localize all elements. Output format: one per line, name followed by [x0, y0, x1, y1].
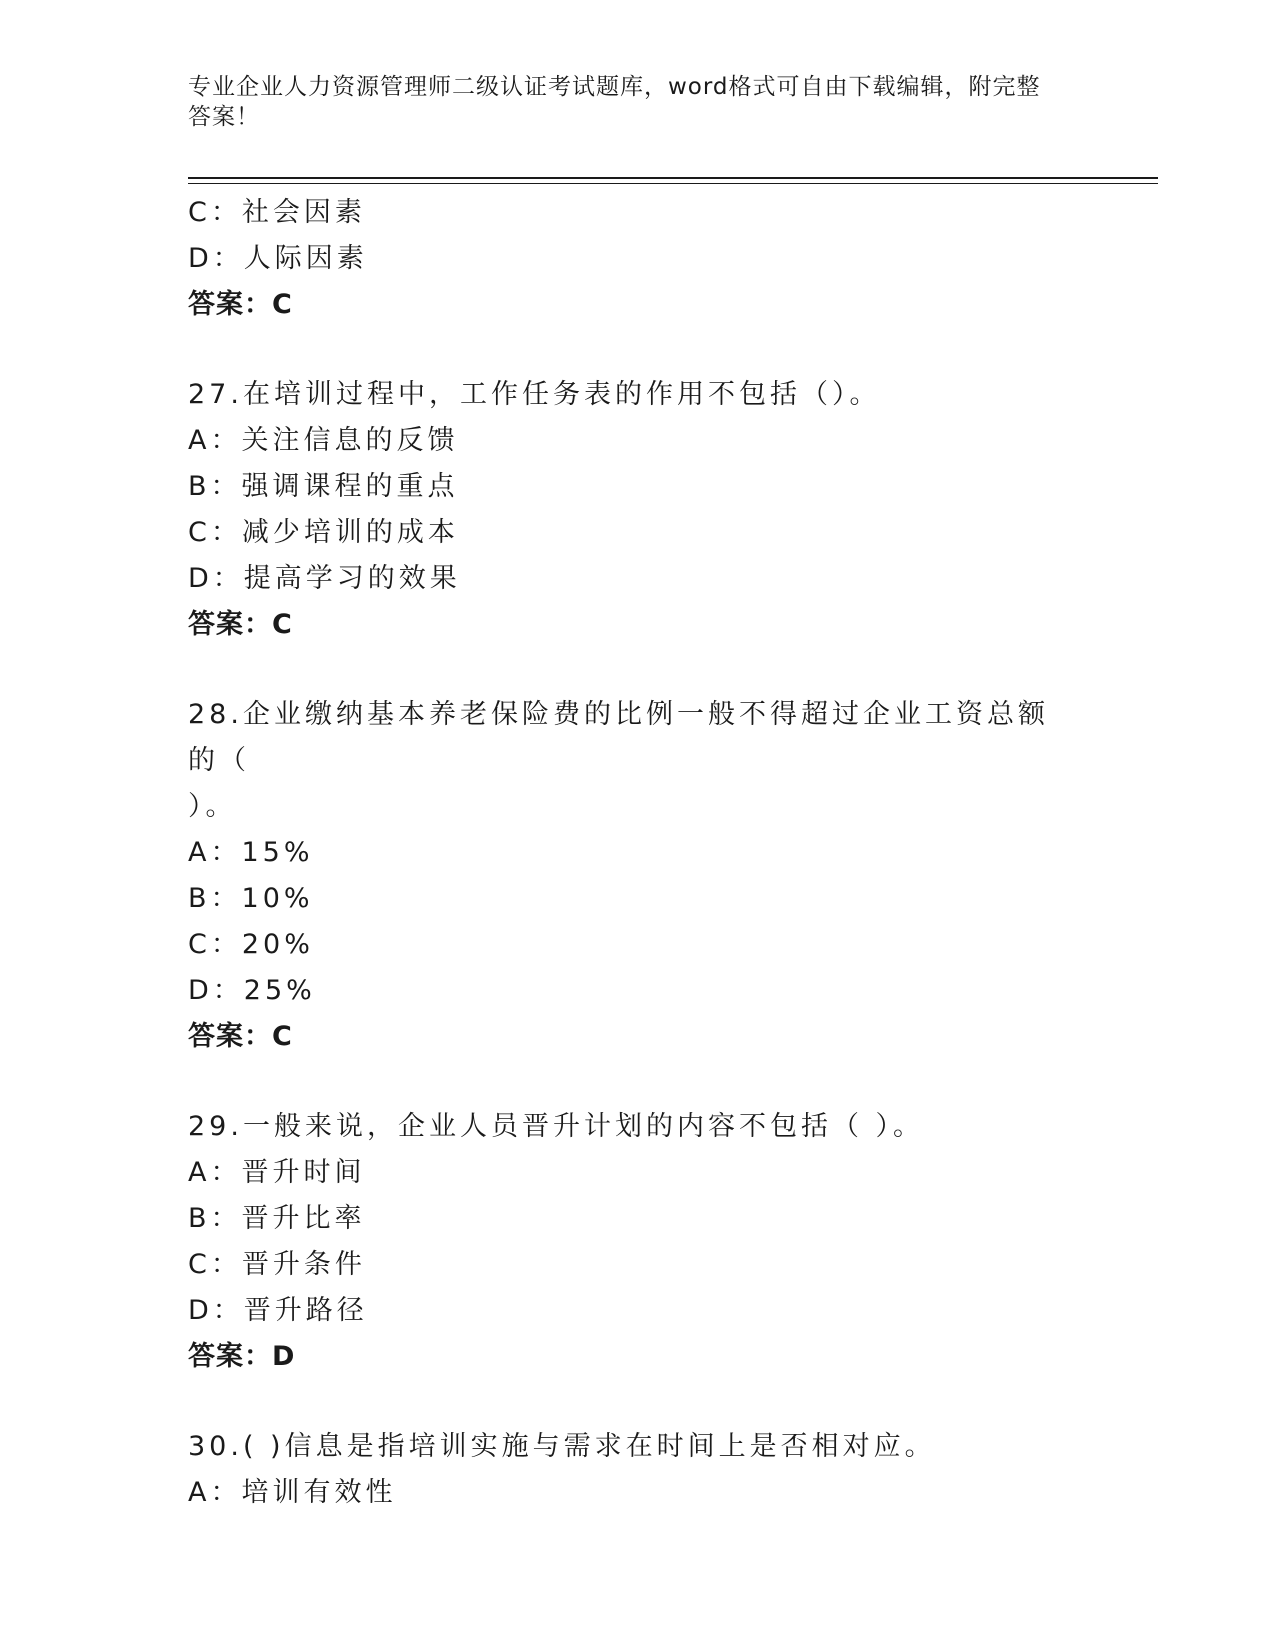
header-line-2: 答案！: [188, 104, 260, 130]
spacer: [188, 1060, 1068, 1104]
option-d: D：25%: [188, 975, 316, 1006]
answer-label: 答案：C: [188, 1021, 293, 1052]
question-stem-line-1: 28.企业缴纳基本养老保险费的比例一般不得超过企业工资总额的（: [188, 699, 1049, 776]
option-b: B：晋升比率: [188, 1203, 366, 1234]
question-list: [188, 190, 1068, 1516]
question-stem: 27.在培训过程中，工作任务表的作用不包括（）。: [188, 379, 881, 410]
question-27: [188, 372, 1068, 648]
header-divider-thin: [188, 183, 1158, 184]
spacer: [188, 648, 1068, 692]
question-30: [188, 1424, 1068, 1516]
option-d: D：晋升路径: [188, 1295, 368, 1326]
option-b: B：强调课程的重点: [188, 471, 459, 502]
spacer: [188, 1380, 1068, 1424]
option-c: C：社会因素: [188, 197, 366, 228]
option-a: A：15%: [188, 837, 314, 868]
header-divider-thick: [188, 177, 1158, 179]
question-28: [188, 692, 1068, 1060]
option-a: A：晋升时间: [188, 1157, 366, 1188]
answer-label: 答案：D: [188, 1341, 296, 1372]
question-stem: 29.一般来说，企业人员晋升计划的内容不包括（ ）。: [188, 1111, 925, 1142]
question-26-continuation: [188, 190, 1068, 328]
option-d: D：人际因素: [188, 243, 368, 274]
option-c: C：减少培训的成本: [188, 517, 459, 548]
option-a: A：关注信息的反馈: [188, 425, 459, 456]
question-29: [188, 1104, 1068, 1380]
answer-label: 答案：C: [188, 609, 293, 640]
option-a: A：培训有效性: [188, 1477, 397, 1508]
document-header: [188, 72, 1068, 132]
option-c: C：20%: [188, 929, 314, 960]
question-stem: 30.( )信息是指培训实施与需求在时间上是否相对应。: [188, 1431, 936, 1462]
option-b: B：10%: [188, 883, 314, 914]
answer-label: 答案：C: [188, 289, 293, 320]
option-d: D：提高学习的效果: [188, 563, 461, 594]
question-stem-line-2: ）。: [188, 791, 237, 822]
spacer: [188, 328, 1068, 372]
option-c: C：晋升条件: [188, 1249, 366, 1280]
header-line-1: 专业企业人力资源管理师二级认证考试题库，word格式可自由下载编辑，附完整: [188, 74, 1041, 100]
